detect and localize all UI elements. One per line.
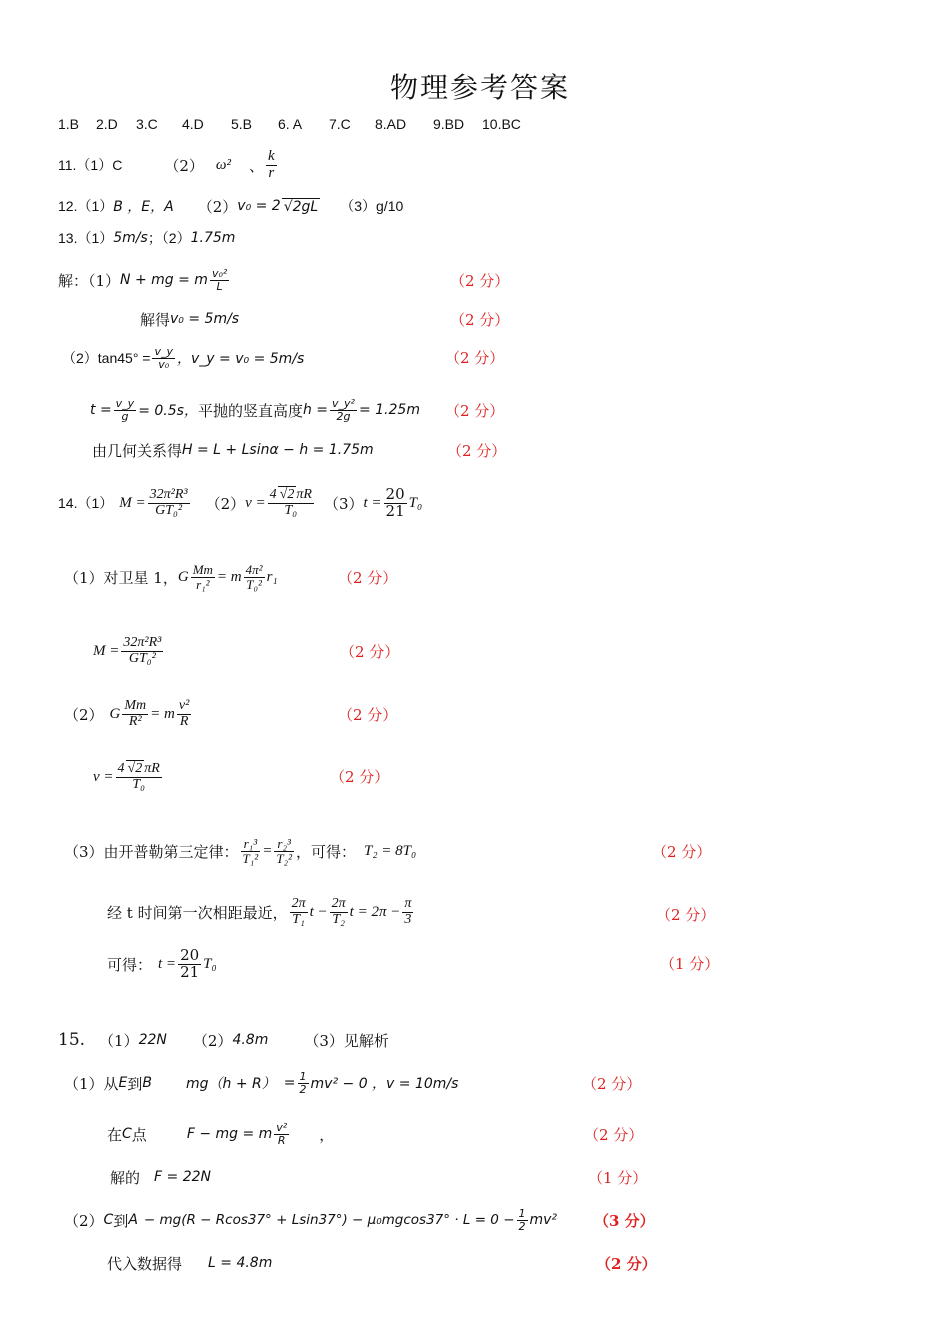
s15-l1-to: 到: [127, 1074, 143, 1093]
s15-line3: [110, 1167, 211, 1187]
s14-l6-text: 经 t 时间第一次相距最近，: [107, 903, 288, 922]
mc-answer: 1.B: [58, 116, 80, 132]
s14-l6-mid: t −: [309, 903, 328, 920]
mc-answer: 2.D: [96, 116, 118, 132]
s13-l1-den: L: [216, 279, 223, 293]
q12-prefix: 12.（1）: [58, 198, 114, 214]
q12-v0: v₀ = 2: [237, 198, 281, 214]
q14-v-num: 4 √2 πR: [269, 486, 312, 502]
q14-M-num: 32π²R³: [149, 486, 188, 502]
s14-l1-num: Mm: [192, 561, 213, 577]
s15-l4-A: A: [128, 1212, 138, 1228]
s13-l2-text: 解得: [140, 310, 171, 329]
s14-l7-t: t =: [158, 955, 177, 972]
s14-l2-num: 32π²R³: [123, 634, 162, 650]
s14-l5-frac2: [274, 837, 294, 865]
mc-answer: 7.C: [329, 116, 351, 132]
s13-line3: [62, 340, 304, 376]
s13-l4-text: 平抛的竖直高度: [197, 401, 303, 420]
s14-l6-den2: T₂: [332, 911, 345, 927]
s14-line6: [107, 889, 415, 935]
s14-l6-num2: 2π: [331, 895, 346, 911]
q15-a1: 22N: [138, 1032, 167, 1048]
s14-l5-den1: T₁²: [242, 850, 259, 866]
q14-v-den: T₀: [284, 502, 298, 518]
q15-answer: [58, 1029, 389, 1051]
q13-a1: 5m/s: [113, 230, 148, 246]
s13-l4-num2: v_y²: [332, 396, 355, 410]
score: （2 分）: [584, 1126, 644, 1144]
s14-l7-tail: T₀: [203, 955, 217, 972]
score: （2 分）: [656, 906, 716, 924]
s14-l7-frac: [178, 945, 201, 981]
q11-answer: [58, 143, 279, 187]
s14-l5-num1: r₁³: [241, 837, 261, 852]
mc-answer: 8.AD: [375, 116, 407, 132]
s13-l1-label: 解：（1）: [58, 271, 121, 290]
score: （2 分）: [652, 843, 712, 861]
s15-l4-den: 2: [518, 1219, 526, 1233]
s13-l4-eq2: = 1.25m: [358, 402, 420, 418]
s14-l6-num3: π: [404, 895, 412, 911]
q14-prefix: 14.（1）: [58, 495, 114, 511]
s14-l4-v: v =: [93, 768, 114, 785]
s14-l6-frac2: [330, 897, 348, 927]
q15-p3: （3）见解析: [304, 1031, 389, 1050]
q13-answer: [58, 228, 235, 248]
page-title: 物理参考答案: [390, 71, 571, 104]
s15-l4-label: （2）: [64, 1211, 104, 1230]
s15-l1-B: B: [142, 1075, 153, 1091]
s15-line2: [107, 1116, 334, 1152]
q11-fraction: [266, 149, 277, 182]
s13-l4-num: v_y: [115, 396, 135, 410]
q14-M: M =: [119, 494, 146, 511]
q11-sep: 、: [248, 156, 264, 175]
mc-answer: 6. A: [278, 116, 303, 132]
mc-answer: 10.BC: [482, 116, 521, 132]
s13-l4-t: t =: [90, 402, 112, 418]
s15-l5-eq: L = 4.8m: [208, 1255, 273, 1271]
s14-l5-frac1: [241, 837, 261, 865]
s13-l3-frac: [152, 346, 175, 370]
q13-sep: ；（2）: [147, 230, 191, 246]
s14-l5-den2: T₂²: [276, 850, 292, 866]
s14-l1-frac1: [191, 563, 215, 591]
s13-l1-eq: N + mg = m: [120, 272, 208, 288]
score: （1 分）: [660, 955, 720, 973]
s15-l2-num: v²: [276, 1120, 288, 1134]
q14-t-num: 20: [385, 484, 405, 503]
s15-l3-text: 解的: [110, 1168, 141, 1187]
q14-answer: [58, 480, 422, 526]
s14-l5-res: T₂ = 8T₀: [364, 842, 417, 859]
s15-line5: [107, 1253, 272, 1273]
s15-l2-frac: [274, 1122, 289, 1146]
q13-a2: 1.75m: [190, 230, 236, 246]
s14-l1-den: r₁²: [196, 576, 210, 592]
s14-l3-label: （2）: [64, 705, 104, 724]
score: （1 分）: [588, 1169, 648, 1187]
s14-l1-mid: = m: [216, 568, 242, 585]
s13-l3-label: （2）tan45° =: [62, 350, 151, 366]
s15-l1-eq2: =: [283, 1075, 296, 1091]
q12-p2: （2）: [197, 197, 238, 216]
s14-l1-frac2: [244, 563, 265, 591]
q15-p2: （2）: [192, 1031, 233, 1050]
q11-part2: （2）: [164, 156, 204, 175]
q12-p3: （3）g/10: [340, 198, 404, 214]
s15-l4-frac: [517, 1208, 528, 1232]
s14-l3-den2: R: [179, 713, 189, 729]
s15-l2-text: 在: [107, 1125, 123, 1144]
q14-v-frac: [268, 488, 314, 518]
s15-l2-eq: F − mg = m: [186, 1126, 273, 1142]
s14-line7: [107, 941, 217, 987]
score: （3 分）: [594, 1212, 655, 1230]
q14-M-frac: [148, 488, 190, 518]
s14-l5-num2: r₂³: [274, 837, 294, 852]
s13-l4-frac2: [330, 398, 357, 422]
s14-line2: [93, 627, 165, 675]
s13-line4: [90, 391, 420, 429]
s14-l7-text: 可得：: [107, 955, 153, 974]
s13-l1-num: v₀²: [211, 266, 228, 280]
s14-l3-mid: = m: [150, 705, 175, 722]
s13-l1-frac: [210, 268, 229, 292]
q12-sqrt: √2gL: [283, 198, 319, 215]
s13-l4-den: g: [121, 409, 129, 423]
score: （2 分）: [330, 768, 390, 786]
q11-omega: ω²: [215, 156, 231, 173]
mc-answer: 3.C: [136, 116, 158, 132]
s13-l4-h: h =: [302, 402, 329, 418]
score: （2 分）: [445, 402, 505, 420]
s14-l4-den: T₀: [132, 776, 145, 792]
s14-l1-num2: 4π²: [245, 561, 263, 577]
s14-l6-den1: T₁: [292, 911, 305, 927]
s13-l5-eq: H = L + Lsinα − h = 1.75m: [182, 442, 374, 458]
s15-l1-frac: [298, 1071, 309, 1095]
s13-line2: [140, 309, 239, 329]
s14-l4-num: 4 √2 πR: [117, 760, 160, 776]
s14-l1-tail: r₁: [266, 568, 278, 585]
s15-l1-tail: mv² − 0 ，v = 10m/s: [310, 1076, 459, 1092]
s13-l3-eq: ，v_y = v₀ = 5m/s: [177, 351, 305, 367]
q15-a2: 4.8m: [232, 1032, 269, 1048]
score: （2 分）: [447, 442, 507, 460]
s15-l2-text2: 点: [131, 1125, 147, 1144]
s15-l4-tail: mv²: [529, 1212, 558, 1228]
q13-prefix: 13.（1）: [58, 230, 114, 246]
s14-l3-G: G: [109, 705, 121, 722]
q12-answer: [58, 196, 403, 216]
q14-p2: （2）: [205, 494, 246, 513]
q14-t-frac: [384, 484, 407, 520]
s14-l3-frac2: [177, 699, 191, 729]
q14-p3: （3）: [323, 494, 364, 513]
s14-l2-frac: [121, 636, 163, 666]
s14-l5-text: ，可得：: [295, 842, 356, 861]
score: （2 分）: [450, 272, 510, 290]
s15-l3-eq: F = 22N: [154, 1169, 211, 1185]
score: （2 分）: [596, 1255, 657, 1273]
s14-l6-den3: 3: [404, 911, 412, 927]
q12-p1: B ，E，A: [113, 199, 174, 215]
s13-l3-num: v_y: [154, 344, 174, 358]
s15-l5-text: 代入数据得: [107, 1254, 183, 1273]
s14-line4: [93, 754, 164, 800]
s13-l4-eq: = 0.5s，: [138, 403, 198, 419]
q14-t: t =: [363, 494, 382, 511]
s14-l5-eq: =: [262, 842, 273, 859]
s14-l2-den: GT₀²: [128, 650, 156, 666]
s14-l7-den: 21: [180, 962, 200, 981]
score: （2 分）: [582, 1075, 642, 1093]
s14-l1-label: （1）对卫星 1，: [64, 568, 178, 587]
s14-l7-num: 20: [180, 945, 200, 964]
s15-l4-to: 到: [113, 1211, 129, 1230]
s14-l1-den2: T₀²: [246, 576, 262, 592]
s14-l4-frac: [116, 762, 162, 792]
s15-line4: [64, 1203, 557, 1237]
s14-l2-M: M =: [93, 642, 120, 659]
q14-t-den: 21: [385, 501, 405, 520]
q15-p1: （1）: [99, 1031, 139, 1050]
s13-line5: [92, 440, 374, 460]
q11-prefix: 11.（1）C: [58, 157, 123, 173]
s14-l3-den: R²: [128, 713, 142, 729]
q14-M-den: GT₀²: [155, 502, 183, 518]
s14-l5-label: （3）由开普勒第三定律：: [64, 842, 239, 861]
q11-num: k: [267, 147, 275, 164]
s13-l2-eq: v₀ = 5m/s: [170, 311, 240, 327]
mc-answer: 9.BD: [433, 116, 465, 132]
s15-l1-den: 2: [299, 1082, 307, 1096]
score: （2 分）: [445, 349, 505, 367]
s14-l6-mid2: t = 2π −: [349, 903, 401, 920]
q15-prefix: 15.: [58, 1030, 86, 1050]
mc-answer: 4.D: [182, 116, 204, 132]
s14-l3-frac1: [122, 699, 148, 729]
s14-l6-frac1: [290, 897, 308, 927]
s13-line1: [58, 262, 231, 298]
s15-l4-eq: − mg(R − Rcos37° + Lsin37°) − μ₀mgcos37° · L = 0 −: [143, 1212, 515, 1228]
s15-l1-num: 1: [299, 1069, 307, 1083]
s15-l1-label: （1）从: [64, 1074, 119, 1093]
score: （2 分）: [338, 706, 398, 724]
s15-line1: [64, 1066, 458, 1100]
s14-l1-G: G: [177, 568, 189, 585]
s14-line1: [64, 554, 278, 600]
s14-l3-num: Mm: [124, 697, 147, 713]
s13-l5-text: 由几何关系得: [92, 441, 183, 460]
s15-l2-comma: ，: [319, 1125, 335, 1144]
s15-l4-num: 1: [518, 1206, 526, 1220]
s13-l3-den: v₀: [158, 357, 170, 371]
s14-line3: [64, 692, 193, 736]
s15-l1-E: E: [118, 1075, 128, 1091]
q11-den: r: [268, 164, 275, 181]
s15-l2-C: C: [122, 1126, 132, 1142]
q14-t-tail: T₀: [408, 494, 423, 511]
score: （2 分）: [338, 569, 398, 587]
mc-answer: 5.B: [231, 116, 253, 132]
s15-l2-den: R: [277, 1133, 286, 1147]
q14-v: v =: [245, 494, 266, 511]
s14-l3-num2: v²: [178, 697, 190, 713]
s15-l1-eq: mg（h + R）: [186, 1076, 276, 1092]
s14-l6-frac3: [402, 897, 413, 927]
s13-l4-den2: 2g: [336, 409, 351, 423]
s13-l4-frac: [114, 398, 137, 422]
q12-root: 2gL: [292, 198, 319, 215]
s15-l4-C: C: [103, 1212, 114, 1228]
s14-l6-num1: 2π: [291, 895, 306, 911]
s14-line5: [64, 828, 416, 874]
score: （2 分）: [450, 311, 510, 329]
score: （2 分）: [340, 643, 400, 661]
